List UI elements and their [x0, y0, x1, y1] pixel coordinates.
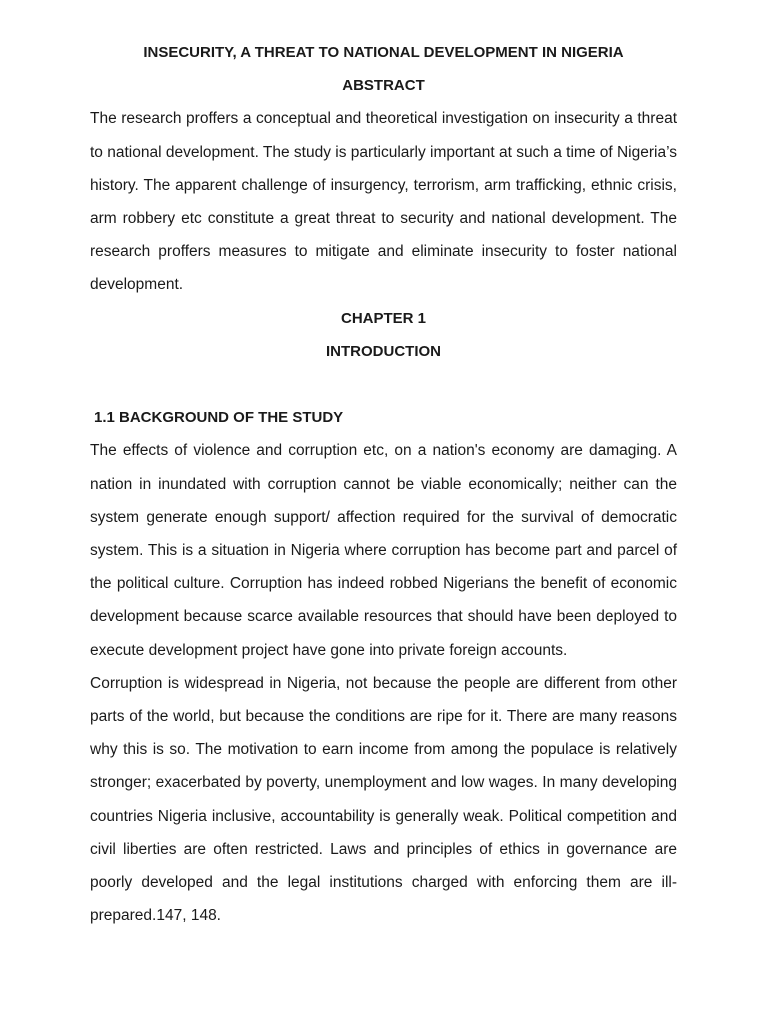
document-page	[90, 36, 677, 932]
abstract-paragraph: The research proffers a conceptual and theoretical investigation on insecurity a threat to national development. The study is particularly important at such a time of Nigeria’s history. The apparent challenge of insurgency, terrorism, arm trafficking, ethnic crisis, arm robbery etc constitute a great threat to security and national development. The research proffers measures to mitigate and eliminate insecurity to foster national development.	[90, 110, 678, 294]
background-paragraph-1: The effects of violence and corruption etc, on a nation's economy are damaging. A nation in inundated with corruption cannot be viable economically; neither can the system generate enough support/ affection required for the survival of democratic system. This is a situation in Nigeria where corruption has become part and parcel of the political culture. Corruption has indeed robbed Nigerians the benefit of economic development because scarce available resources that should have been deployed to execute development project have gone into private foreign accounts.	[90, 442, 677, 659]
abstract-heading: ABSTRACT	[342, 77, 425, 95]
chapter-heading: CHAPTER 1	[340, 309, 426, 327]
section-heading: 1.1 BACKGROUND OF THE STUDY	[94, 409, 344, 427]
document-title: INSECURITY, A THREAT TO NATIONAL DEVELOPMENT IN NIGERIA	[143, 44, 624, 61]
background-paragraph-2: Corruption is widespread in Nigeria, not because the people are different from other parts of the world, but because the conditions are ripe for it. There are many reasons why this is so. The motivation to earn income from among the populace is relatively stronger; exacerbated by poverty, unemployment and low wages. In many developing countries Nigeria inclusive, accountability is generally weak. Political competition and civil liberties are often restricted. Laws and principles of ethics in governance are poorly developed and the legal institutions charged with enforcing them are ill-prepared.147, 148.	[90, 674, 677, 925]
introduction-heading: INTRODUCTION	[326, 342, 441, 360]
blank-line	[90, 368, 677, 401]
